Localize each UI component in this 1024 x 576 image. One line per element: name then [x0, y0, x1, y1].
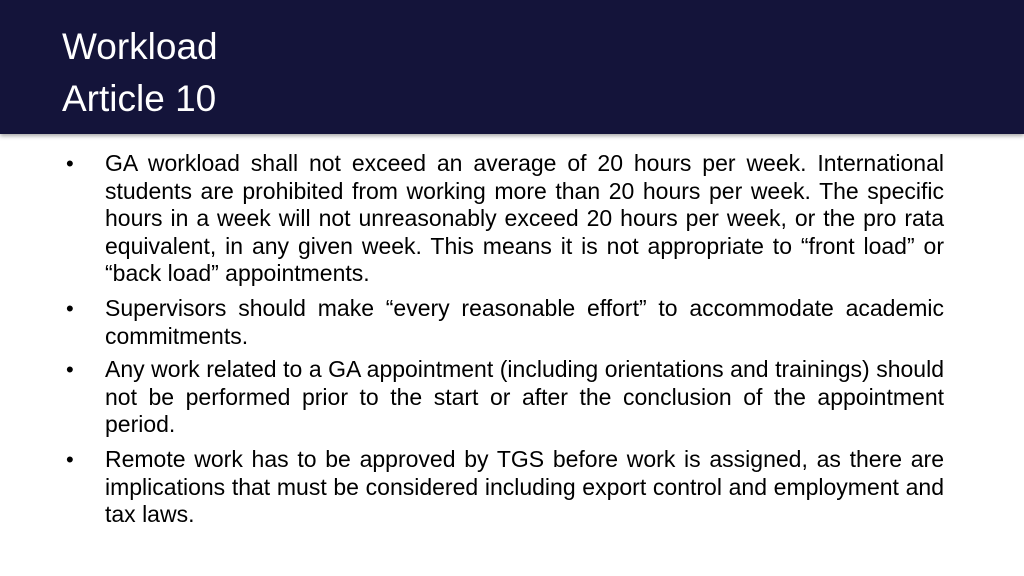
bullet-item-supervisors	[0, 295, 1024, 350]
bullet-item-workload-limit	[0, 150, 1024, 288]
slide-header	[0, 0, 1024, 134]
bullet-marker: •	[66, 357, 74, 383]
bullet-text: Remote work has to be approved by TGS before work is assigned, as there are implications that must be considered including export control and employment and tax laws.	[105, 445, 944, 528]
slide-title-line-1: Workload	[62, 26, 218, 67]
bullet-text: Supervisors should make “every reasonable effort” to accommodate academic commitments.	[105, 294, 944, 349]
bullet-item-appointment-period	[0, 356, 1024, 439]
bullet-text: GA workload shall not exceed an average of 20 hours per week. International students are prohibited from working more than 20 hours per week. The specific hours in a week will not unreasonably exceed 20 hours per week, or the pro rata equivalent, in any given week. This means it is not appropriate to “front load” or “back load” appointments.	[105, 150, 944, 287]
bullet-marker: •	[66, 446, 74, 472]
bullet-marker: •	[66, 295, 74, 321]
bullet-marker: •	[66, 151, 74, 176]
bullet-text: Any work related to a GA appointment (including orientations and trainings) should not be performed prior to the start or after the conclusion of the appointment period.	[105, 356, 944, 438]
slide-title-line-2: Article 10	[62, 78, 217, 119]
bullet-item-remote-work	[0, 446, 1024, 529]
bullet-list	[0, 150, 1024, 529]
